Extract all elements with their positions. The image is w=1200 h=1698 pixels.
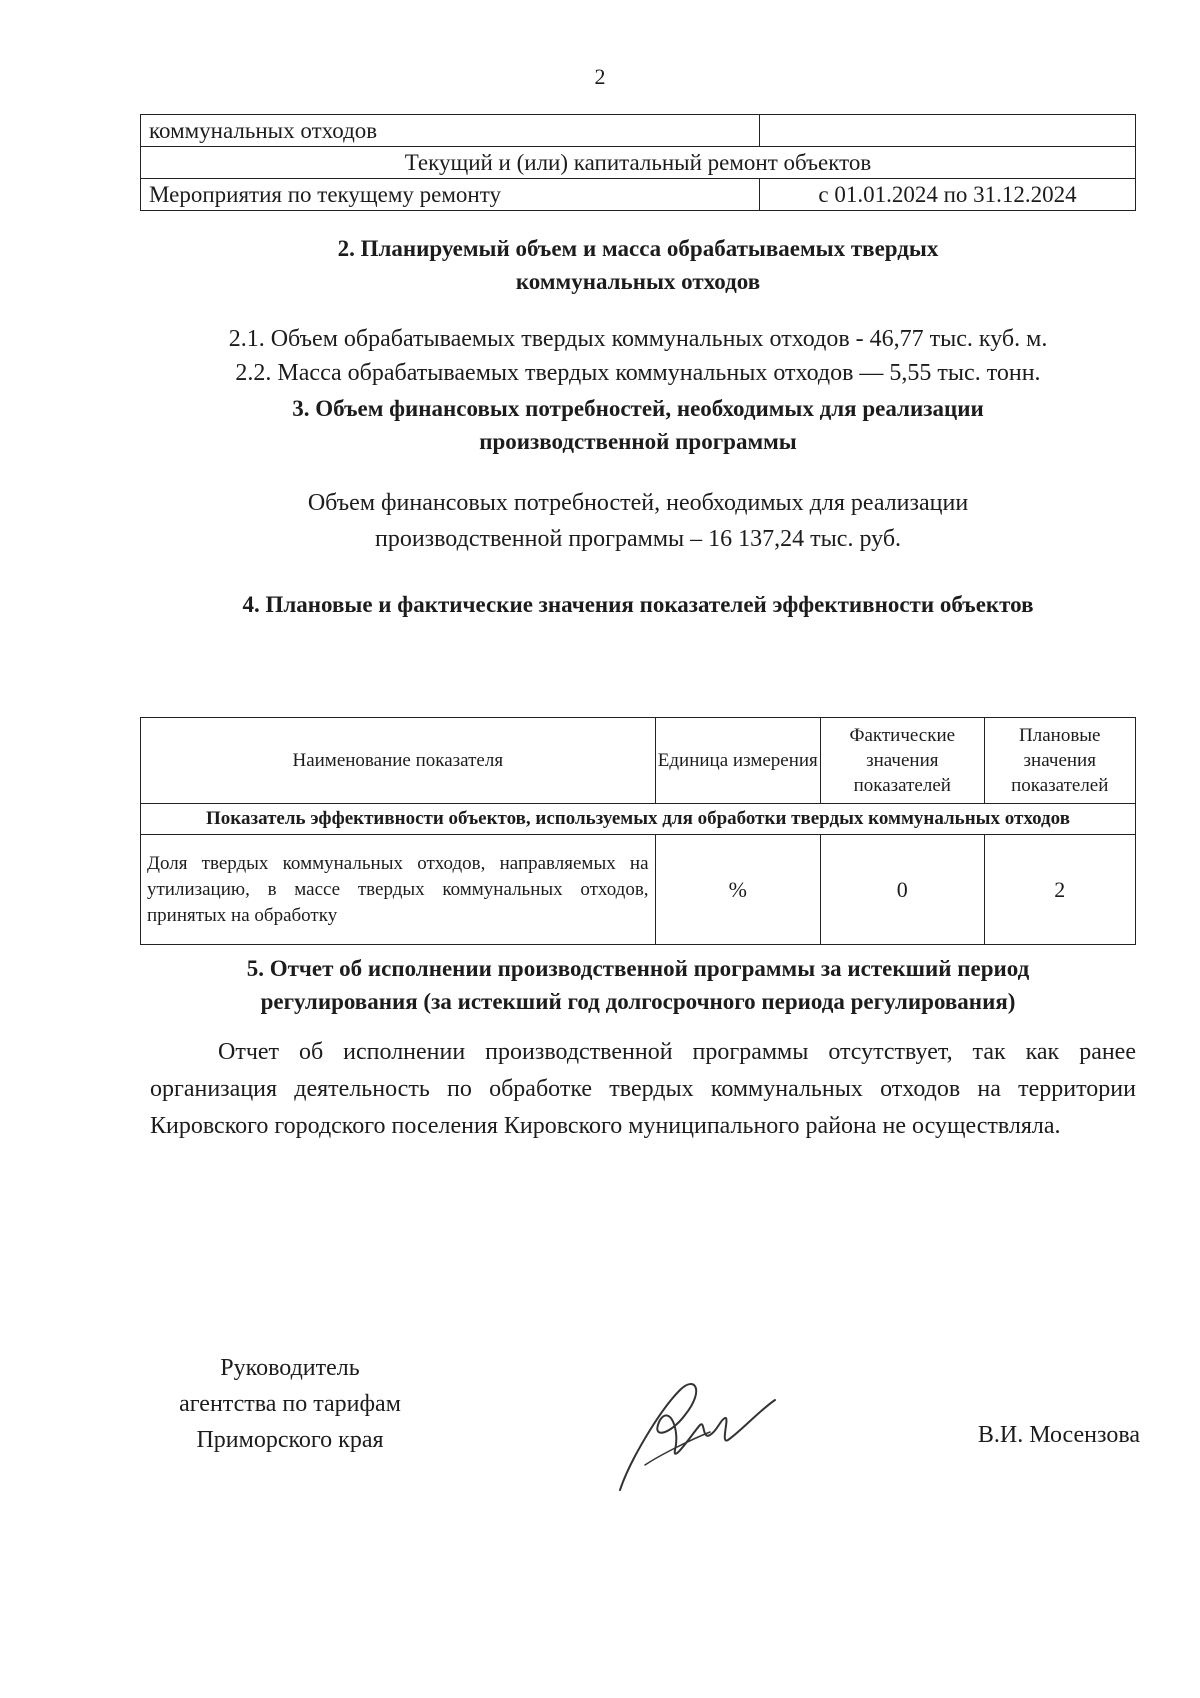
heading-line: 2. Планируемый объем и масса обрабатываемых твердых [337, 236, 939, 261]
header-plan: Плановые значения показателей [984, 718, 1135, 804]
table-header-row [141, 718, 1136, 804]
handwritten-signature [600, 1370, 780, 1500]
table-row [141, 835, 1136, 945]
section3-heading [140, 392, 1136, 458]
heading-line: 5. Отчет об исполнении производственной программы за истекший период [246, 956, 1030, 981]
table-merged-cell: Текущий и (или) капитальный ремонт объектов [141, 147, 1136, 179]
section5-paragraph: Отчет об исполнении производственной программы отсутствует, так как ранее организация деятельность по обработке твердых коммунальных отходов на территории Кировского городского поселения Кировского муниципального района не осуществляла. [150, 1039, 1136, 1139]
signatory-name: В.И. Мосензова [977, 1422, 1140, 1448]
table-cell [760, 115, 1136, 147]
table-group-row [141, 804, 1136, 835]
section5-heading [140, 952, 1136, 1018]
table-cell: с 01.01.2024 по 31.12.2024 [760, 179, 1136, 211]
indicators-table [140, 717, 1136, 945]
top-table [140, 114, 1136, 211]
header-fact: Фактические значения показателей [821, 718, 984, 804]
table-cell: коммунальных отходов [141, 115, 760, 147]
header-unit: Единица измерения [655, 718, 820, 804]
section4-heading: 4. Плановые и фактические значения показателей эффективности объектов [242, 592, 1034, 617]
signatory-title [140, 1350, 440, 1458]
section2-item2: 2.2. Масса обрабатываемых твердых коммунальных отходов — 5,55 тыс. тонн. [235, 360, 1041, 386]
section3-text-line1: Объем финансовых потребностей, необходимых для реализации [307, 490, 969, 516]
section3-text-line2: производственной программы – 16 137,24 тыс. руб. [374, 526, 902, 552]
table-row [141, 179, 1136, 211]
group-title: Показатель эффективности объектов, используемых для обработки твердых коммунальных отходов [141, 804, 1136, 835]
heading-line: производственной программы [479, 429, 797, 454]
section2-item1: 2.1. Объем обрабатываемых твердых коммунальных отходов - 46,77 тыс. куб. м. [228, 326, 1048, 352]
signatory-line: агентства по тарифам [179, 1391, 401, 1417]
signatory-line: Приморского края [196, 1427, 384, 1453]
indicator-plan: 2 [984, 835, 1135, 945]
indicator-name: Доля твердых коммунальных отходов, направляемых на утилизацию, в массе твердых коммунальных отходов, принятых на обработку [141, 835, 656, 945]
table-row [141, 147, 1136, 179]
heading-line: 3. Объем финансовых потребностей, необходимых для реализации [292, 396, 984, 421]
page-number: 2 [594, 64, 606, 89]
section2-heading [140, 232, 1136, 298]
heading-line: коммунальных отходов [515, 269, 761, 294]
header-name: Наименование показателя [141, 718, 656, 804]
signatory-line: Руководитель [220, 1355, 360, 1381]
heading-line: регулирования (за истекший год долгосрочного периода регулирования) [260, 989, 1016, 1014]
table-row [141, 115, 1136, 147]
indicator-unit: % [655, 835, 820, 945]
indicator-fact: 0 [821, 835, 984, 945]
table-cell: Мероприятия по текущему ремонту [141, 179, 760, 211]
